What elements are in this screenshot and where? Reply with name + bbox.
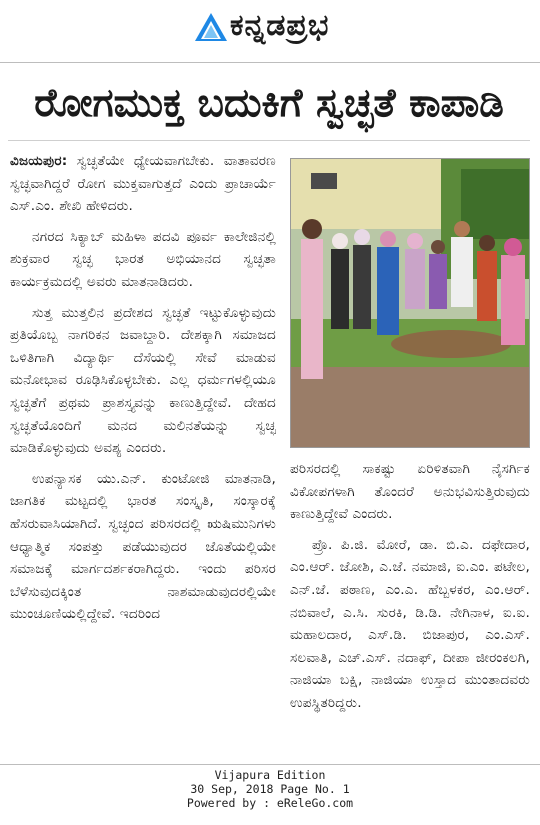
article-paragraph — [10, 150, 276, 218]
paragraph-text: ಸ್ವಚ್ಛತೆಯೇ ಧ್ಯೇಯವಾಗಬೇಕು. ವಾತಾವರಣ ಸ್ವಚ್ಛವಾಗಿದ್ದರೆ ರೋಗ ಮುಕ್ತವಾಗುತ್ತದೆ ಎಂದು ಪ್ರಾಚಾರ್ಯೆ ಎಸ್.ಎಂ. ಶೇಖಿ ಹೇಳಿದರು. — [10, 153, 276, 215]
edition-label: Vijapura Edition — [214, 768, 326, 782]
article-column-left — [10, 150, 276, 750]
article-paragraph: ಸುತ್ತ ಮುತ್ತಲಿನ ಪ್ರದೇಶದ ಸ್ವಚ್ಛತೆ ಇಟ್ಟುಕೊಳ್ಳುವುದು ಪ್ರತಿಯೊಬ್ಬ ನಾಗರಿಕನ ಜವಾಬ್ದಾರಿ. ದೇಶಕ್ಕಾಗಿ ಸಮಾಜದ ಒಳಿತಿಗಾಗಿ ವಿದ್ಯಾರ್ಥಿ ದೆಸೆಯಲ್ಲಿ ಸೇವೆ ಮಾಡುವ ಮನೋಭಾವ ರೂಢಿಸಿಕೊಳ್ಳಬೇಕು. ಎಲ್ಲ ಧರ್ಮಗಳಲ್ಲಿಯೂ ಸ್ವಚ್ಛತೆಗೆ ಪ್ರಥಮ ಪ್ರಾಶಸ್ತ್ಯವನ್ನು ಕಾಣುತ್ತಿದ್ದೇವೆ. ದೇಹದ ಸ್ವಚ್ಛತೆಯೊಂದಿಗೆ ಮನದ ಮಲಿನತೆಯನ್ನು ಸ್ವಚ್ಛ ಮಾಡಿಕೊಳ್ಳುವುದು ಅವಶ್ಯ ಎಂದರು. — [10, 304, 276, 457]
article-paragraph: ನಗರದ ಸಿಕ್ಯಾಬ್ ಮಹಿಳಾ ಪದವಿ ಪೂರ್ವ ಕಾಲೇಜಿನಲ್ಲಿ ಶುಕ್ರವಾರ ಸ್ವಚ್ಛ ಭಾರತ ಅಭಿಯಾನದ ಸ್ವಚ್ಛತಾ ಕಾರ್ಯಕ್ರಮದಲ್ಲಿ ಅವರು ಮಾತನಾಡಿದರು. — [10, 228, 276, 290]
masthead — [0, 0, 540, 63]
powered-by-label: Powered by : eReleGo.com — [186, 796, 354, 810]
headline: ರೋಗಮುಕ್ತ ಬದುಕಿಗೆ ಸ್ವಚ್ಛತೆ ಕಾಪಾಡಿ — [8, 68, 530, 141]
article-paragraph: ಪರಿಸರದಲ್ಲಿ ಸಾಕಷ್ಟು ಏರಿಳಿತವಾಗಿ ನೈಸರ್ಗಿಕ ವಿಕೋಪಗಳಾಗಿ ತೊಂದರೆ ಅನುಭವಿಸುತ್ತಿರುವುದು ಕಾಣುತ್ತಿದ್ದೇವೆ ಎಂದರು. — [290, 461, 530, 523]
footer — [0, 768, 540, 810]
article-paragraph: ಪ್ರೊ. ಪಿ.ಜಿ. ಮೋರೆ, ಡಾ. ಬಿ.ಎ. ದಫೇದಾರ, ಎಂ.ಆರ್. ಜೋಶಿ, ಎ.ಜೆ. ನಮಾಜಿ, ಐ.ಎಂ. ಪಟೇಲ, ಎನ್.ಜೆ. ಪಠಾಣ, ಎಂ.ಎ. ಹೆಬ್ಬಳಕರ, ಎಂ.ಆರ್. ನಬಿವಾಲೆ, ಎ.ಸಿ. ಸುರಕಿ, ಡಿ.ಡಿ. ನೇಗಿನಾಳ, ಐ.ಐ. ಮಹಾಲದಾರ, ಎಸ್.ಡಿ. ಬಿಜಾಪುರ, ಎಂ.ಎಸ್. ಸಲವಾತಿ, ಎಚ್.ಎಸ್. ನದಾಫ್, ದೀಪಾ ಜೀರಂಕಲಗಿ, ನಾಜಿಯಾ ಬಕ್ಷಿ, ನಾಜಿಯಾ ಉಸ್ತಾದ ಮುಂತಾದವರು ಉಪಸ್ಥಿತರಿದ್ದರು. — [290, 536, 530, 711]
article-photo — [290, 158, 530, 448]
logo-text: ಕನ್ನಡಪ್ರಭ — [230, 8, 330, 43]
article-column-right — [290, 458, 530, 758]
date-page-label: 30 Sep, 2018 Page No. 1 — [190, 782, 350, 796]
article-paragraph: ಉಪನ್ಯಾಸಕ ಯು.ಎನ್. ಕುಂಟೋಜಿ ಮಾತನಾಡಿ, ಜಾಗತಿಕ ಮಟ್ಟದಲ್ಲಿ ಭಾರತ ಸಂಸ್ಕೃತಿ, ಸಂಸ್ಕಾರಕ್ಕೆ ಹೆಸರುವಾಸಿಯಾಗಿದೆ. ಸ್ವಚ್ಛಂದ ಪರಿಸರದಲ್ಲಿ ಋಷಿಮುನಿಗಳು ಆಧ್ಯಾತ್ಮಿಕ ಸಂಪತ್ತು ಪಡೆಯುವುದರ ಜೊತೆಯಲ್ಲಿಯೇ ಸಮಾಜಕ್ಕೆ ಮಾರ್ಗದರ್ಶಕರಾಗಿದ್ದರು. ಇಂದು ಪರಿಸರ ಬೆಳೆಸುವುದಕ್ಕಿಂತ ನಾಶಮಾಡುವುದರಲ್ಲಿಯೇ ಮುಂಚೂಣಿಯಲ್ಲಿದ್ದೇವೆ. ಇದರಿಂದ — [10, 470, 276, 623]
cleaning-drive-photo — [291, 159, 530, 448]
dateline: ವಿಜಯಪುರ: — [10, 153, 68, 169]
triangle-logo-icon — [194, 12, 228, 42]
footer-divider — [0, 764, 540, 765]
